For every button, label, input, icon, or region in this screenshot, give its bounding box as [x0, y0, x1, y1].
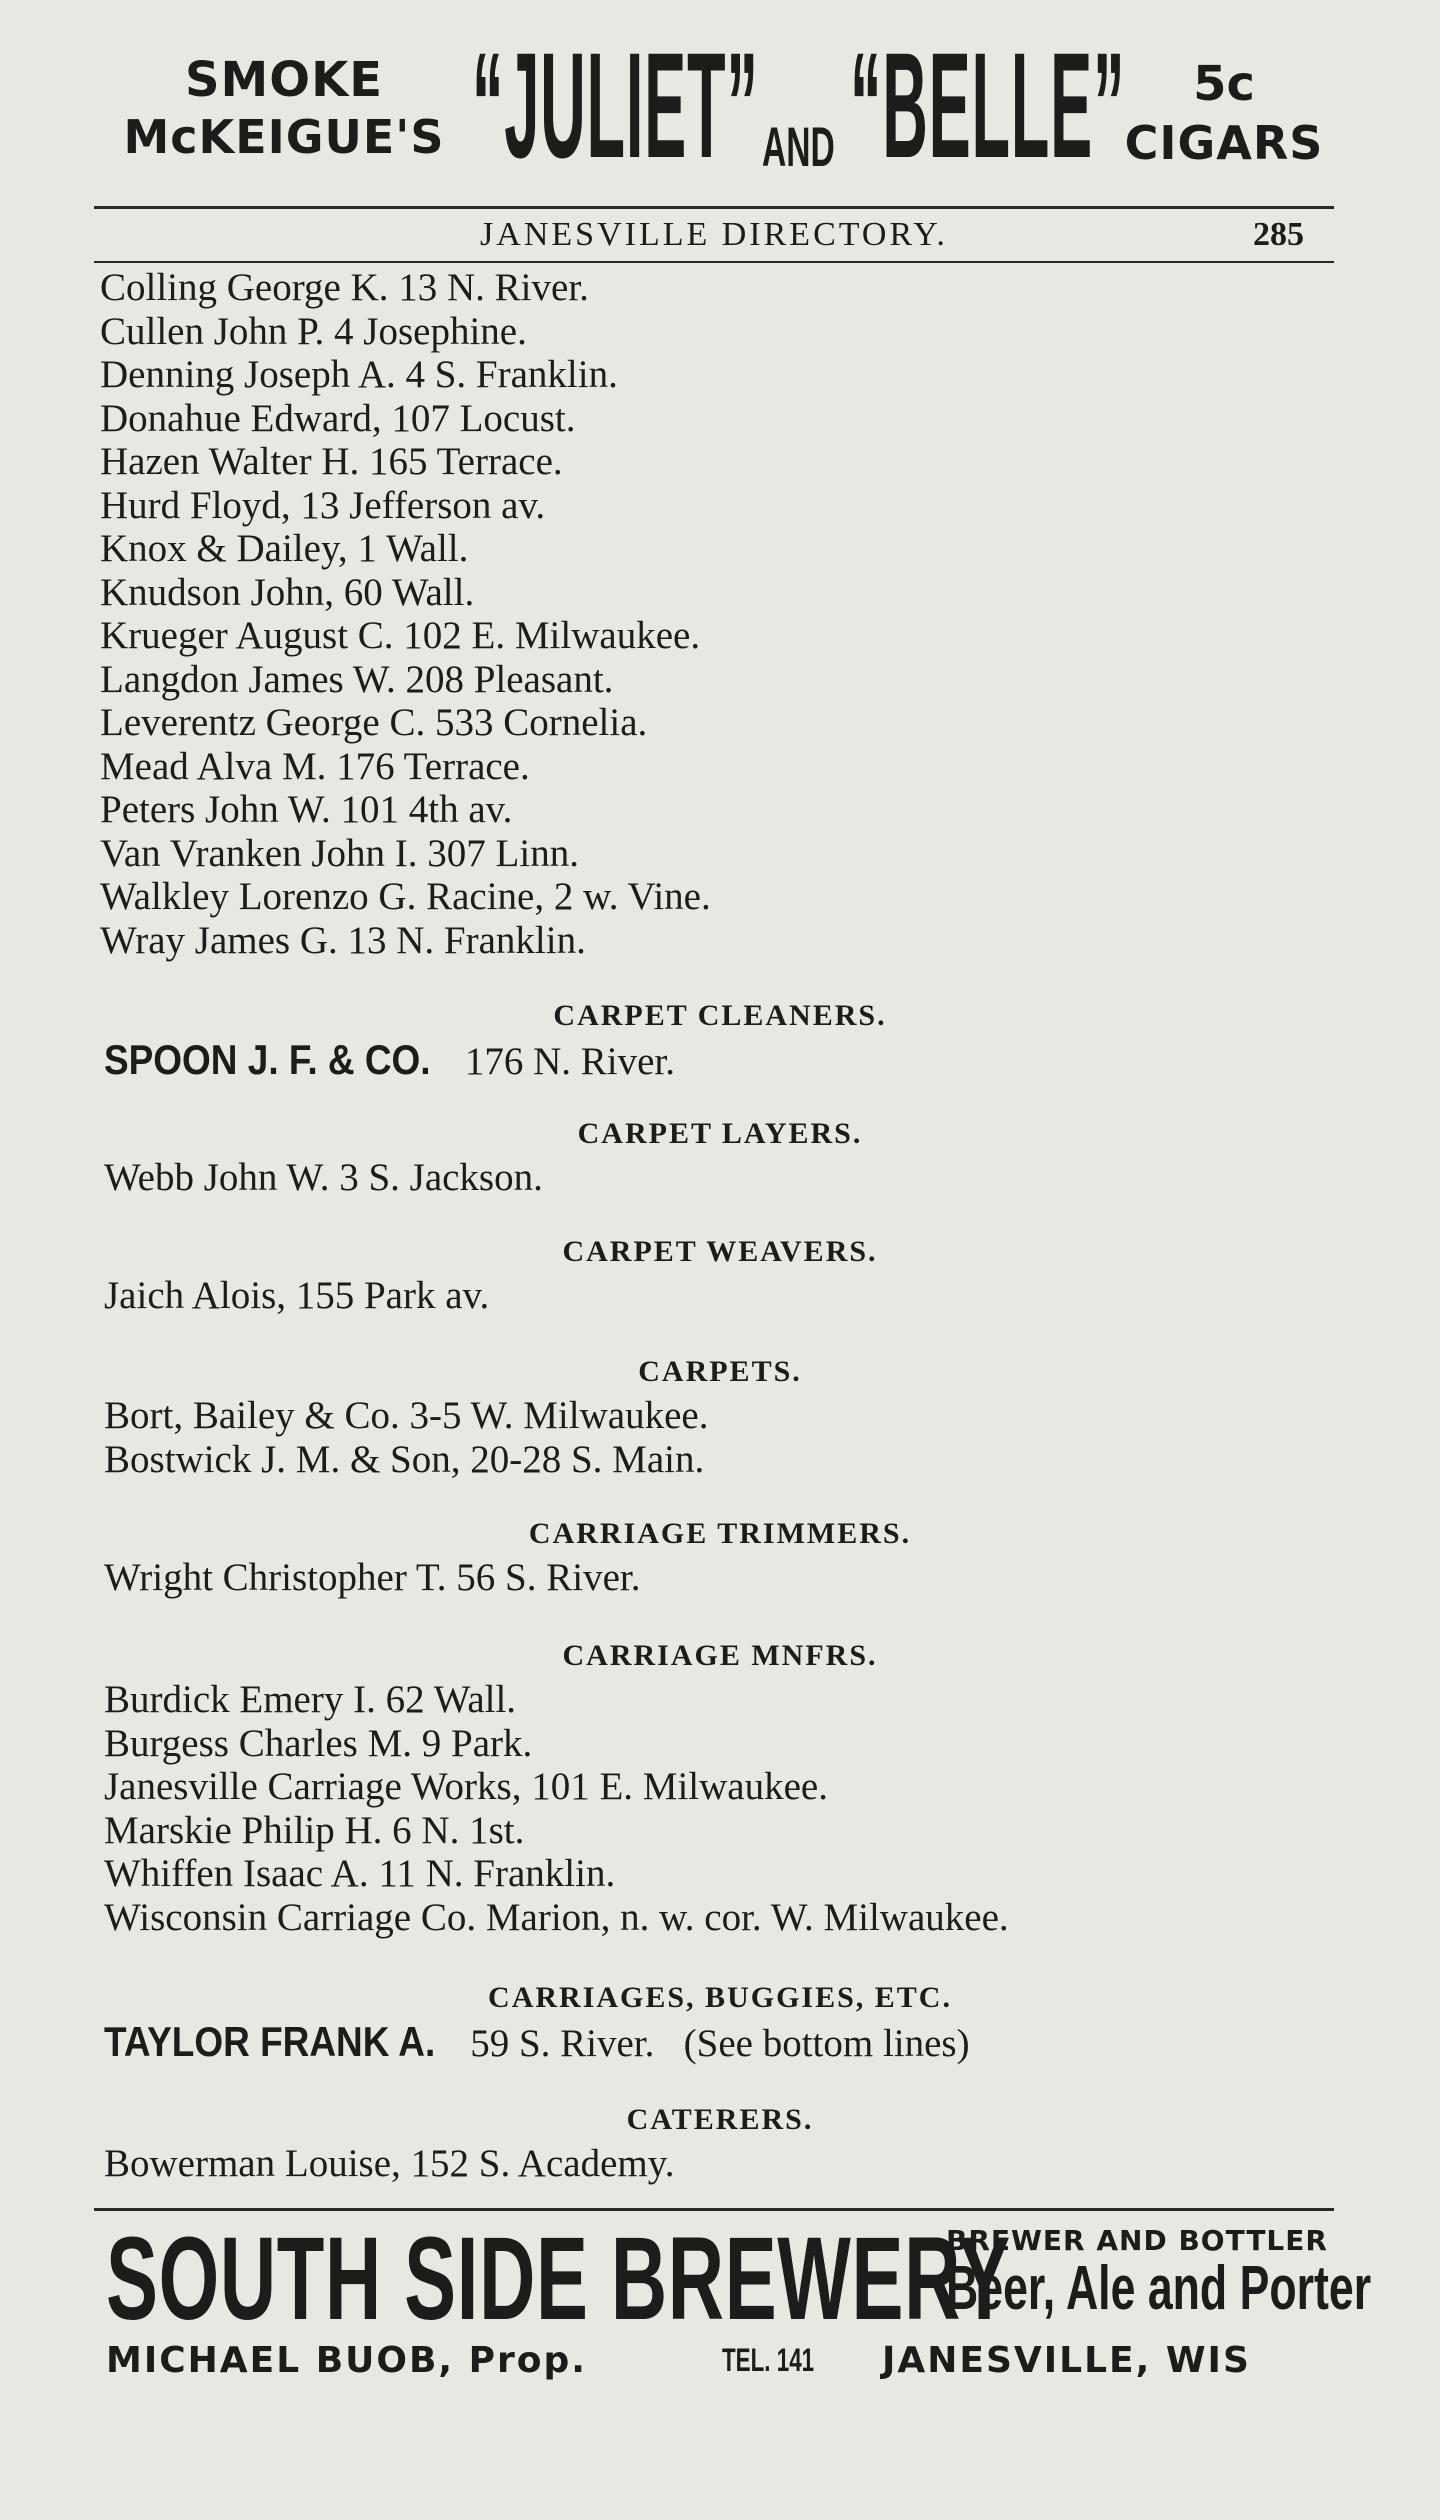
- section-heading: CATERERS.: [626, 2103, 814, 2136]
- bold-listing-name: TAYLOR FRANK A.: [104, 2018, 436, 2065]
- listing-address: 59 S. River.: [470, 2022, 655, 2065]
- list-item: [100, 1038, 1340, 1082]
- bottom-rule: [94, 2208, 1334, 2211]
- directory-title: JANESVILLE DIRECTORY.: [480, 216, 948, 253]
- list-item: Langdon James W. 208 Pleasant.: [100, 657, 614, 701]
- list-item: Hurd Floyd, 13 Jefferson av.: [100, 483, 546, 527]
- top-rule: [94, 206, 1334, 209]
- page-number: 285: [1253, 216, 1304, 253]
- ad-brewery-name: SOUTH SIDE BREWERY: [106, 2213, 1011, 2345]
- section-heading: CARRIAGE TRIMMERS.: [528, 1517, 912, 1550]
- list-item: Van Vranken John I. 307 Linn.: [100, 831, 579, 875]
- list-item: Wright Christopher T. 56 S. River.: [104, 1556, 641, 1599]
- ad-product: CIGARS: [1124, 116, 1324, 170]
- list-item: Wisconsin Carriage Co. Marion, n. w. cor. W. Milwaukee.: [104, 1895, 1009, 1939]
- list-item: Donahue Edward, 107 Locust.: [100, 396, 576, 440]
- section-carriages-buggies: [100, 1976, 1340, 2064]
- list-item: Bort, Bailey & Co. 3-5 W. Milwaukee.: [104, 1394, 709, 1437]
- list-item: Wray James G. 13 N. Franklin.: [100, 918, 586, 962]
- ad-smoke-text: SMOKE: [184, 52, 384, 108]
- list-item: Hazen Walter H. 165 Terrace.: [100, 440, 563, 483]
- listing-continued: [100, 266, 1340, 962]
- list-item: Marskie Philip H. 6 N. 1st.: [104, 1808, 525, 1852]
- section-heading: CARPET LAYERS.: [577, 1117, 863, 1150]
- list-item: Jaich Alois, 155 Park av.: [104, 1274, 490, 1317]
- list-item: Walkley Lorenzo G. Racine, 2 w. Vine.: [100, 875, 711, 918]
- listing-address: 176 N. River.: [464, 1040, 675, 1083]
- list-item: Burgess Charles M. 9 Park.: [104, 1721, 533, 1765]
- section-carpet-weavers: [100, 1230, 1340, 1318]
- list-item: Leverentz George C. 533 Cornelia.: [100, 701, 648, 744]
- ad-telephone: TEL. 141: [722, 2342, 815, 2378]
- ad-brand-belle: “BELLE”: [850, 21, 1126, 189]
- list-item: Krueger August C. 102 E. Milwaukee.: [100, 614, 701, 657]
- ad-products: Beer, Ale and Porter: [946, 2254, 1372, 2323]
- list-item: Peters John W. 101 4th av.: [100, 788, 513, 831]
- section-heading: CARPET CLEANERS.: [553, 999, 887, 1032]
- section-carriage-trimmers: [100, 1512, 1340, 1600]
- list-item: Mead Alva M. 176 Terrace.: [100, 744, 530, 788]
- section-carpet-cleaners: [100, 994, 1340, 1082]
- header-rule: [94, 261, 1334, 263]
- section-carriage-mnfrs: [100, 1634, 1340, 1939]
- ad-tagline: BREWER AND BOTTLER: [946, 2224, 1328, 2257]
- section-carpet-layers: [100, 1112, 1340, 1200]
- list-item: Cullen John P. 4 Josephine.: [100, 309, 527, 353]
- ad-maker-text: McKEIGUE'S: [123, 110, 445, 164]
- section-heading: CARRIAGE MNFRS.: [562, 1639, 878, 1672]
- top-advertisement: [94, 21, 1334, 200]
- running-head: [94, 216, 1334, 256]
- ad-proprietor: MICHAEL BUOB, Prop.: [106, 2340, 587, 2381]
- list-item: Bostwick J. M. & Son, 20-28 S. Main.: [104, 1437, 705, 1481]
- bottom-advertisement: [106, 2212, 1372, 2392]
- list-item: Knox & Dailey, 1 Wall.: [100, 527, 469, 570]
- section-heading: CARPET WEAVERS.: [562, 1235, 878, 1268]
- list-item: Whiffen Isaac A. 11 N. Franklin.: [104, 1852, 616, 1895]
- list-item: Webb John W. 3 S. Jackson.: [104, 1156, 543, 1199]
- section-heading: CARPETS.: [638, 1355, 802, 1388]
- ad-brand-juliet: “JULIET”: [472, 21, 759, 189]
- ad-brand-and: AND: [762, 115, 835, 178]
- ad-city: JANESVILLE, WIS: [882, 2340, 1251, 2381]
- section-caterers: [100, 2098, 1340, 2186]
- section-carpets: [100, 1350, 1340, 1481]
- list-item: Knudson John, 60 Wall.: [100, 570, 475, 614]
- list-item: Colling George K. 13 N. River.: [100, 266, 589, 309]
- section-heading: CARRIAGES, BUGGIES, ETC.: [488, 1981, 952, 2014]
- ad-price: 5c: [1193, 56, 1255, 112]
- bold-listing-name: SPOON J. F. & CO.: [104, 1036, 431, 1083]
- price-block: [1114, 56, 1334, 170]
- smoke-block: [94, 52, 474, 164]
- list-item: Bowerman Louise, 152 S. Academy.: [104, 2142, 675, 2185]
- list-item: Denning Joseph A. 4 S. Franklin.: [100, 353, 618, 396]
- list-item: Janesville Carriage Works, 101 E. Milwaukee.: [104, 1765, 828, 1808]
- listing-note: (See bottom lines): [683, 2022, 970, 2065]
- list-item: [100, 2020, 1340, 2064]
- list-item: Burdick Emery I. 62 Wall.: [104, 1678, 517, 1721]
